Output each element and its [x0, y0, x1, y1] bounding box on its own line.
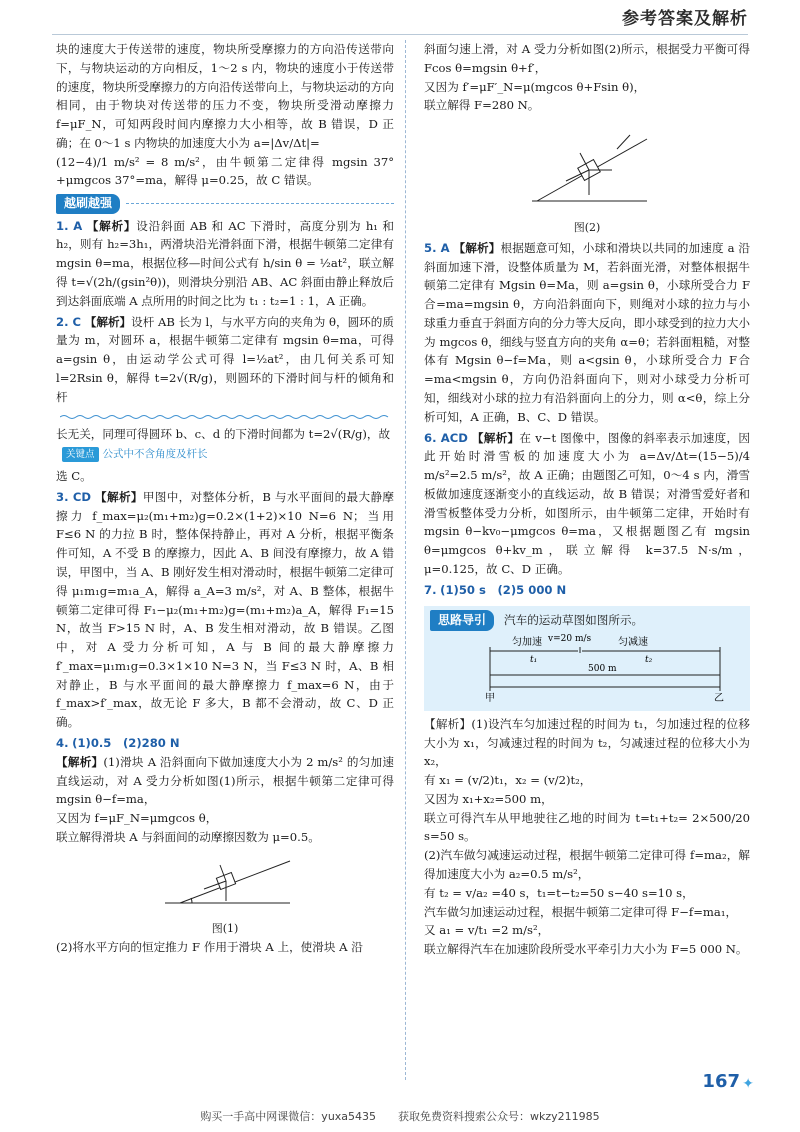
question-number: 7.	[424, 582, 437, 597]
analysis-text: 设沿斜面 AB 和 AC 下滑时，高度分别为 h₁ 和 h₂，则有 h₂=3h₁，两滑块沿光滑斜面下滑，根据牛顿第二定律有 mgsin θ=ma，根据位移—时间公式有 h/sin θ = ½at²，联立解得 t=√(2h/(gsin²θ))，则滑块分别沿 AB、AC 斜面由静止释放后到达斜面底端 A 点所用的时间之比为 t₁ : t₂=1 : 1，A 正确。	[56, 218, 394, 308]
end-label: 乙	[714, 693, 724, 703]
question-number: 1. A	[56, 218, 83, 233]
paragraph: 长无关，同理可得圆环 b、c、d 的下滑时间都为 t=2√(R/g)，故	[56, 427, 391, 442]
analysis-text: 甲图中，对整体分析，B 与水平面间的最大静摩擦力 f_max=μ₂(m₁+m₂)g=0.2×(1+2)×10 N=6 N；当用 F≤6 N 的力拉 B 时，整体保持静止，再对 A 分析，根据平衡条件可知，A 不受 B 的摩擦力，因此 A、B 间没有摩擦力，故 A 错误，甲图中，当 A、B 刚好发生相对滑动时，根据牛顿第二定律可得 μ₁m₁g=m₁a_A，解得 a_A=3 m/s²，对 A、B 整体，根据牛顿第二定律可得 F₁−μ₂(m₁+m₂)g=(m₁+m₂)a_A，解得 F₁=15 N，故当 F>15 N 时，A、B 发生相对滑动，故 B 错误。乙图中，对 A 受力分析可知，A 与 B 间的最大静摩擦力 f′_max=μ₁m₁g=0.3×1×10 N=3 N，当 F≤3 N 时，A、B 相对静止，B 与水平面间的最大静摩擦力 f_max=6 N，由于 f_max>f′_max，故无论 F 多大，B 都不会滑动，故 C、D 正确。	[56, 489, 394, 730]
analysis-tag: 【解析】	[86, 218, 137, 233]
paragraph: 斜面匀速上滑，对 A 受力分析如图(2)所示，根据受力平衡可得 Fcos θ=mgsin θ+f′，	[424, 42, 750, 75]
paragraph: (2)将水平方向的恒定推力 F 作用于滑块 A 上，使滑块 A 沿	[56, 940, 363, 955]
paragraph: (12−4)/1 m/s² = 8 m/s²，由牛顿第二定律得 mgsin 37°+μmgcos 37°=ma，解得 μ=0.25，故 C 错误。	[56, 154, 394, 188]
paragraph: 联立可得汽车从甲地驶往乙地的时间为 t=t₁+t₂= 2×500/20 s=50 s。	[424, 810, 750, 844]
analysis-tag: 【解析】	[471, 430, 520, 445]
answer-text: (1)50 s (2)5 000 N	[440, 582, 567, 597]
paragraph: 又因为 f′=μF′_N=μ(mgcos θ+Fsin θ)，	[424, 79, 646, 94]
time-label: t₂	[645, 655, 653, 665]
analysis-text: (1)滑块 A 沿斜面向下做加速度大小为 2 m/s² 的匀加速直线运动，对 A 受力分析如图(1)所示，根据牛顿第二定律可得 mgsin θ−f=ma，	[56, 754, 394, 807]
right-column	[424, 40, 750, 959]
question-4-answer	[56, 734, 394, 753]
paragraph: 有 t₂ = v/a₂ =40 s，t₁=t−t₂=50 s−40 s=10 s，	[424, 885, 694, 900]
paragraph: 又因为 f=μF_N=μmgcos θ，	[56, 811, 218, 826]
thinking-guide-text: 汽车的运动草图如图所示。	[504, 612, 644, 627]
analysis-tag: 【解析】	[453, 240, 501, 255]
answer-text: (1)0.5 (2)280 N	[72, 736, 180, 750]
question-number: 3. CD	[56, 489, 91, 504]
left-column	[56, 40, 394, 957]
analysis-tag: 【解析】	[56, 754, 104, 769]
motion-sketch	[430, 631, 740, 703]
paragraph: 汽车做匀加速运动过程，根据牛顿第二定律可得 F−f=ma₁，	[424, 904, 738, 919]
question-number: 5. A	[424, 240, 450, 255]
question-number: 2. C	[56, 314, 82, 329]
column-divider	[405, 40, 406, 1080]
paragraph: 又因为 x₁+x₂=500 m，	[424, 791, 553, 806]
page-header-title: 参考答案及解析	[622, 9, 748, 29]
start-label: 甲	[485, 693, 495, 703]
question-number: 4.	[56, 736, 69, 750]
figure-caption: 图(2)	[573, 220, 601, 234]
paragraph: (2)汽车做匀减速运动过程，根据牛顿第二定律可得 f=ma₂，解得加速度大小为 a₂=0.5 m/s²，	[424, 848, 750, 882]
thinking-guide-header	[430, 610, 744, 631]
figure-1-incline	[56, 851, 394, 917]
incline-diagram	[150, 851, 300, 911]
wavy-underline	[60, 414, 390, 420]
question-2	[56, 313, 394, 407]
paragraph: 又 a₁ = v/t₁ =2 m/s²，	[424, 923, 550, 938]
paragraph: 联立解得 F=280 N。	[424, 98, 540, 113]
figure-caption: 图(1)	[211, 922, 239, 936]
section-rule	[126, 203, 394, 204]
question-5	[424, 239, 750, 427]
key-point-note	[62, 446, 394, 463]
paragraph: 联立解得滑块 A 与斜面间的动摩擦因数为 μ=0.5。	[56, 829, 320, 844]
key-point-badge: 关键点	[62, 447, 99, 462]
thinking-guide-badge: 思路导引	[430, 610, 494, 631]
question-number: 6. ACD	[424, 430, 468, 445]
segment-label: 匀减速	[618, 637, 648, 648]
paragraph	[56, 753, 394, 809]
question-7-answer	[424, 581, 750, 600]
key-point-text: 公式中不含角度及杆长	[102, 448, 208, 461]
header-rule	[52, 34, 748, 35]
question-1	[56, 217, 394, 311]
section-header	[56, 194, 394, 213]
question-6	[424, 429, 750, 579]
paragraph: 有 x₁ = (v/2)t₁，x₂ = (v/2)t₂，	[424, 773, 592, 788]
analysis-text: 在 v−t 图像中，图像的斜率表示加速度，因此开始时滑雪板的加速度大小为 a=Δv/Δt=(15−5)/4 m/s²=2.5 m/s²，故 A 正确；由题图乙可知，0～4 s 内，滑雪板做加速度逐渐变小的直线运动，故 B 错误；对滑雪爱好者和滑雪板整体受力分析，如图所示，由牛顿第二定律，开始时有 mgsin θ−kv₀−μmgcos θ=ma，又根据题图乙有 mgsin θ=μmgcos θ+kv_m，联立解得 k=37.5 N·s/m，μ=0.125，故 C、D 正确。	[424, 430, 750, 576]
distance-label: 500 m	[588, 664, 617, 674]
velocity-label: v=20 m/s	[548, 634, 592, 644]
time-label: t₁	[530, 655, 538, 665]
sparkle-icon: ✦	[742, 1076, 754, 1093]
paragraph: 联立解得汽车在加速阶段所受水平牵引力大小为 F=5 000 N。	[424, 942, 748, 957]
footer-note: 购买一手高中网课微信：yuxa5435 获取免费资料搜索公众号：wkzy211985	[200, 1110, 600, 1124]
paragraph: 【解析】(1)设汽车匀加速过程的时间为 t₁，匀加速过程的位移大小为 x₁，匀减速过程的时间为 t₂，匀减速过程的位移大小为 x₂，	[424, 716, 750, 769]
analysis-tag: 【解析】	[84, 314, 132, 329]
paragraph: 块的速度大于传送带的速度，物块所受摩擦力的方向沿传送带向下，与物块运动的方向相反，1～2 s 内，物块的速度小于传送带的速度，物块所受摩擦力的方向沿传送带向上，与物块运动的方向相同，由于物块对传送带的压力不变，物块所受滑动摩擦力 f=μF_N，可知两段时间内摩擦力大小相等，故 B 错误，D 正确；在 0～1 s 内物块的加速度大小为 a=|Δv/Δt|=	[56, 42, 394, 150]
analysis-tag: 【解析】	[95, 489, 143, 504]
incline-diagram	[522, 119, 652, 209]
figure-2-incline	[424, 119, 750, 215]
analysis-text: 根据题意可知，小球和滑块以共同的加速度 a 沿斜面加速下滑，设整体质量为 M，若斜面光滑，对整体根据牛顿第二定律有 Mgsin θ=Ma，则 a=gsin θ，小球所受合力 F合=ma=mgsin θ，方向沿斜面向下，则绳对小球的拉力与小球重力垂直于斜面方向的分力等大反向，即小球受到的拉力大小为 mgcos θ，细线与竖直方向的夹角 α=θ；若斜面粗糙，对整体有 Mgsin θ−f=Ma，则 a<gsin θ，小球所受合力 F合=ma<mgsin θ，方向仍沿斜面向下，则对小球受力分析可知，细线对小球的拉力有沿斜面向上的分力，则 α<θ，综上分析可知，A 正确，B、C、D 错误。	[424, 240, 750, 424]
paragraph: 选 C。	[56, 469, 92, 484]
thinking-guide-box	[424, 606, 750, 711]
page-number: 167	[702, 1070, 740, 1092]
question-3	[56, 488, 394, 732]
segment-label: 匀加速	[512, 637, 542, 648]
analysis-text: 设杆 AB 长为 l，与水平方向的夹角为 θ，圆环的质量为 m，对圆环 a，根据牛顿第二定律有 mgsin θ=ma，可得 a=gsin θ，由运动学公式可得 l=½at²，由几何关系可知 l=2Rsin θ，解得 t=2√(R/g)，则圆环的下滑时间与杆的倾角和杆	[56, 314, 394, 404]
section-label: 越刷越强	[56, 194, 120, 213]
